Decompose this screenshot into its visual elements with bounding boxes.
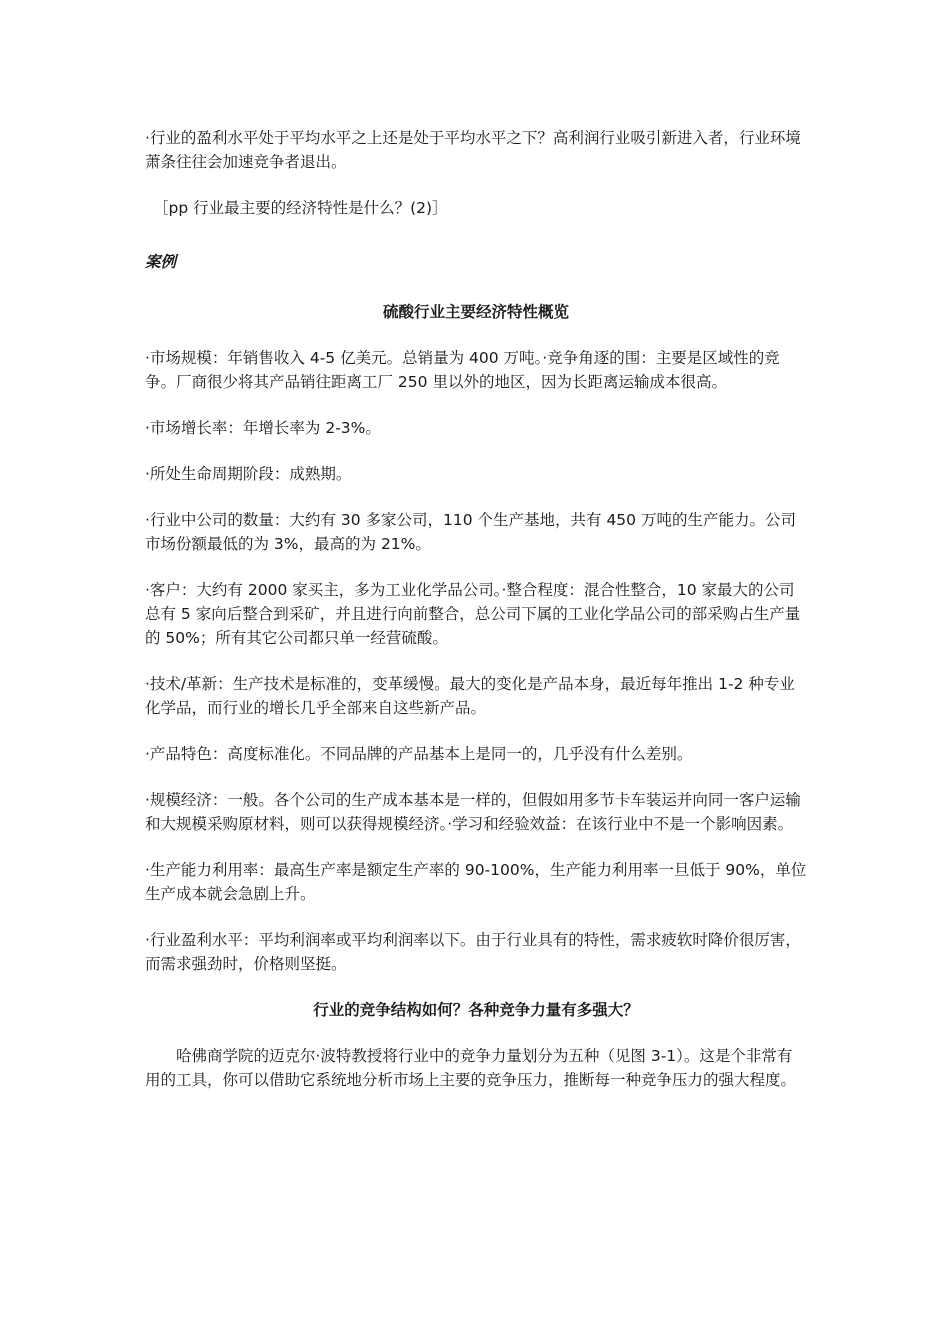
case-item-technology: ·技术/革新：生产技术是标准的，变革缓慢。最大的变化是产品本身，最近每年推出 1-2 种专业化学品，而行业的增长几乎全部来自这些新产品。 bbox=[145, 675, 795, 717]
case-item-capacity-utilization: ·生产能力利用率：最高生产率是额定生产率的 90-100%，生产能力利用率一旦低于 90%，单位生产成本就会急剧上升。 bbox=[145, 861, 807, 903]
section-heading-competition: 行业的竞争结构如何？各种竞争力量有多强大？ bbox=[313, 1001, 639, 1019]
case-item-growth-rate: ·市场增长率：年增长率为 2-3%。 bbox=[145, 419, 381, 437]
case-item-lifecycle: ·所处生命周期阶段：成熟期。 bbox=[145, 465, 352, 483]
section-paragraph-porter: 哈佛商学院的迈克尔·波特教授将行业中的竞争力量划分为五种（见图 3-1）。这是个非常有用的工具，你可以借助它系统地分析市场上主要的竞争压力，推断每一种竞争压力的强大程度。 bbox=[145, 1047, 797, 1089]
case-item-company-count: ·行业中公司的数量：大约有 30 多家公司，110 个生产基地，共有 450 万吨的生产能力。公司市场份额最低的为 3%，最高的为 21%。 bbox=[145, 511, 796, 553]
case-item-customers: ·客户：大约有 2000 家买主，多为工业化学品公司。·整合程度：混合性整合，10 家最大的公司总有 5 家向后整合到采矿，并且进行向前整合，总公司下属的工业化学品公司的部采购占生产量的 50%；所有其它公司都只单一经营硫酸。 bbox=[145, 581, 801, 647]
case-item-product-features: ·产品特色：高度标准化。不同品牌的产品基本上是同一的，几乎没有什么差别。 bbox=[145, 745, 693, 763]
case-item-profitability: ·行业盈利水平：平均利润率或平均利润率以下。由于行业具有的特性，需求疲软时降价很厉害，而需求强劲时，价格则坚挺。 bbox=[145, 931, 801, 973]
document-body bbox=[145, 126, 807, 1092]
slide-reference-note: ［pp 行业最主要的经济特性是什么？(2)］ bbox=[153, 199, 448, 217]
case-title: 硫酸行业主要经济特性概览 bbox=[382, 303, 569, 321]
case-label: 案例 bbox=[145, 253, 177, 271]
case-item-market-size: ·市场规模：年销售收入 4-5 亿美元。总销量为 400 万吨。·竞争角逐的围：主要是区域性的竞争。厂商很少将其产品销往距离工厂 250 里以外的地区，因为长距离运输成本很高。 bbox=[145, 349, 780, 391]
case-item-economies-of-scale: ·规模经济：一般。各个公司的生产成本基本是一样的，但假如用多节卡车装运并向同一客户运输和大规模采购原材料，则可以获得规模经济。·学习和经验效益：在该行业中不是一个影响因素。 bbox=[145, 791, 801, 833]
intro-paragraph: ·行业的盈利水平处于平均水平之上还是处于平均水平之下？高利润行业吸引新进入者，行业环境萧条往往会加速竞争者退出。 bbox=[145, 129, 801, 171]
